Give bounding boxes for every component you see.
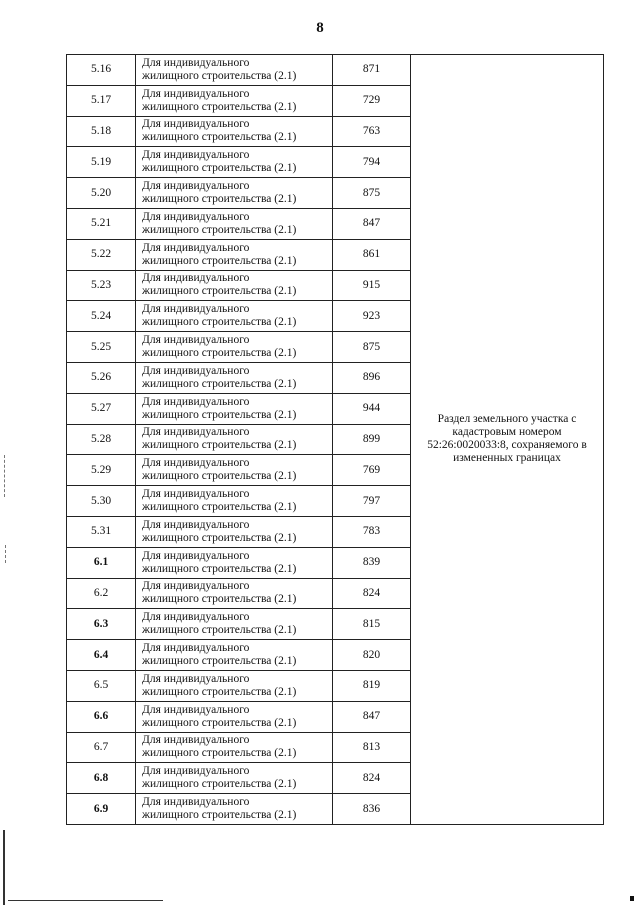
parcel-number: 5.18 bbox=[67, 116, 136, 147]
permitted-use bbox=[136, 516, 333, 547]
permitted-use-line: Для индивидуального bbox=[142, 395, 250, 408]
parcels-table-body bbox=[67, 55, 604, 825]
permitted-use-line: Для индивидуального bbox=[142, 796, 250, 809]
permitted-use-line: жилищного строительства (2.1) bbox=[142, 193, 297, 206]
permitted-use-line: жилищного строительства (2.1) bbox=[142, 809, 297, 822]
permitted-use-line: жилищного строительства (2.1) bbox=[142, 716, 297, 729]
permitted-use bbox=[136, 239, 333, 270]
parcel-area: 794 bbox=[333, 147, 411, 178]
permitted-use-line: Для индивидуального bbox=[142, 765, 250, 778]
permitted-use-line: Для индивидуального bbox=[142, 303, 250, 316]
parcel-number: 5.30 bbox=[67, 486, 136, 517]
parcel-number: 6.4 bbox=[67, 640, 136, 671]
parcel-area: 896 bbox=[333, 362, 411, 393]
permitted-use-line: жилищного строительства (2.1) bbox=[142, 285, 297, 298]
parcel-number: 5.27 bbox=[67, 393, 136, 424]
permitted-use-line: Для индивидуального bbox=[142, 241, 250, 254]
permitted-use bbox=[136, 208, 333, 239]
parcel-number: 5.17 bbox=[67, 85, 136, 116]
parcel-area: 813 bbox=[333, 732, 411, 763]
parcel-number: 5.21 bbox=[67, 208, 136, 239]
permitted-use-line: жилищного строительства (2.1) bbox=[142, 685, 297, 698]
parcel-number: 5.19 bbox=[67, 147, 136, 178]
parcel-number: 6.2 bbox=[67, 578, 136, 609]
scan-margin-mark bbox=[3, 830, 5, 905]
permitted-use-line: жилищного строительства (2.1) bbox=[142, 100, 297, 113]
parcel-area: 783 bbox=[333, 516, 411, 547]
permitted-use-line: жилищного строительства (2.1) bbox=[142, 624, 297, 637]
permitted-use-line: жилищного строительства (2.1) bbox=[142, 347, 297, 360]
permitted-use-line: Для индивидуального bbox=[142, 549, 250, 562]
parcel-area: 819 bbox=[333, 670, 411, 701]
permitted-use bbox=[136, 424, 333, 455]
permitted-use-line: жилищного строительства (2.1) bbox=[142, 254, 297, 267]
permitted-use-line: Для индивидуального bbox=[142, 488, 250, 501]
parcel-number: 6.5 bbox=[67, 670, 136, 701]
permitted-use bbox=[136, 116, 333, 147]
parcel-area: 729 bbox=[333, 85, 411, 116]
parcel-number: 6.9 bbox=[67, 794, 136, 825]
permitted-use-line: Для индивидуального bbox=[142, 457, 250, 470]
parcel-area: 923 bbox=[333, 301, 411, 332]
parcel-number: 5.28 bbox=[67, 424, 136, 455]
parcel-area: 769 bbox=[333, 455, 411, 486]
permitted-use-line: жилищного строительства (2.1) bbox=[142, 408, 297, 421]
permitted-use-line: жилищного строительства (2.1) bbox=[142, 470, 297, 483]
parcel-area: 824 bbox=[333, 578, 411, 609]
parcel-area: 944 bbox=[333, 393, 411, 424]
permitted-use bbox=[136, 270, 333, 301]
parcel-number: 5.20 bbox=[67, 178, 136, 209]
permitted-use-line: Для индивидуального bbox=[142, 703, 250, 716]
parcel-area: 847 bbox=[333, 208, 411, 239]
parcel-number: 5.25 bbox=[67, 332, 136, 363]
parcels-table bbox=[66, 54, 604, 825]
parcel-number: 5.26 bbox=[67, 362, 136, 393]
permitted-use bbox=[136, 794, 333, 825]
permitted-use-line: Для индивидуального bbox=[142, 734, 250, 747]
parcel-number: 6.6 bbox=[67, 701, 136, 732]
permitted-use-line: жилищного строительства (2.1) bbox=[142, 131, 297, 144]
permitted-use-line: Для индивидуального bbox=[142, 580, 250, 593]
permitted-use-line: жилищного строительства (2.1) bbox=[142, 377, 297, 390]
permitted-use bbox=[136, 85, 333, 116]
permitted-use-line: Для индивидуального bbox=[142, 180, 250, 193]
permitted-use-line: жилищного строительства (2.1) bbox=[142, 655, 297, 668]
permitted-use bbox=[136, 670, 333, 701]
permitted-use-line: Для индивидуального bbox=[142, 518, 250, 531]
parcel-area: 839 bbox=[333, 547, 411, 578]
permitted-use-line: Для индивидуального bbox=[142, 118, 250, 131]
permitted-use-line: Для индивидуального bbox=[142, 672, 250, 685]
parcel-number: 5.16 bbox=[67, 55, 136, 86]
permitted-use bbox=[136, 301, 333, 332]
permitted-use bbox=[136, 393, 333, 424]
permitted-use bbox=[136, 640, 333, 671]
parcel-number: 6.7 bbox=[67, 732, 136, 763]
permitted-use bbox=[136, 701, 333, 732]
permitted-use-line: Для индивидуального bbox=[142, 149, 250, 162]
parcel-area: 797 bbox=[333, 486, 411, 517]
parcel-number: 6.1 bbox=[67, 547, 136, 578]
permitted-use-line: Для индивидуального bbox=[142, 611, 250, 624]
permitted-use bbox=[136, 732, 333, 763]
parcel-number: 5.23 bbox=[67, 270, 136, 301]
parcel-number: 5.31 bbox=[67, 516, 136, 547]
note-line: кадастровым номером bbox=[452, 426, 562, 439]
parcel-number: 6.3 bbox=[67, 609, 136, 640]
parcel-area: 861 bbox=[333, 239, 411, 270]
permitted-use bbox=[136, 332, 333, 363]
permitted-use bbox=[136, 486, 333, 517]
permitted-use-line: жилищного строительства (2.1) bbox=[142, 223, 297, 236]
permitted-use bbox=[136, 147, 333, 178]
permitted-use-line: жилищного строительства (2.1) bbox=[142, 562, 297, 575]
parcel-number: 6.8 bbox=[67, 763, 136, 794]
permitted-use-line: Для индивидуального bbox=[142, 56, 250, 69]
permitted-use bbox=[136, 763, 333, 794]
permitted-use bbox=[136, 178, 333, 209]
parcel-area: 915 bbox=[333, 270, 411, 301]
permitted-use bbox=[136, 578, 333, 609]
parcel-number: 5.24 bbox=[67, 301, 136, 332]
parcel-area: 815 bbox=[333, 609, 411, 640]
permitted-use bbox=[136, 609, 333, 640]
parcel-area: 820 bbox=[333, 640, 411, 671]
parcel-area: 836 bbox=[333, 794, 411, 825]
scan-speck bbox=[630, 896, 634, 901]
permitted-use bbox=[136, 55, 333, 86]
parcel-area: 875 bbox=[333, 178, 411, 209]
parcel-area: 875 bbox=[333, 332, 411, 363]
permitted-use bbox=[136, 455, 333, 486]
permitted-use-line: жилищного строительства (2.1) bbox=[142, 747, 297, 760]
permitted-use-line: жилищного строительства (2.1) bbox=[142, 162, 297, 175]
parcel-number: 5.22 bbox=[67, 239, 136, 270]
note-line: 52:26:0020033:8, сохраняемого в bbox=[427, 439, 587, 452]
permitted-use-line: Для индивидуального bbox=[142, 364, 250, 377]
permitted-use bbox=[136, 362, 333, 393]
permitted-use-line: жилищного строительства (2.1) bbox=[142, 501, 297, 514]
permitted-use-line: жилищного строительства (2.1) bbox=[142, 439, 297, 452]
formation-method-note bbox=[411, 55, 604, 825]
permitted-use-line: жилищного строительства (2.1) bbox=[142, 69, 297, 82]
note-line: измененных границах bbox=[453, 452, 561, 465]
table-row bbox=[67, 55, 604, 86]
parcel-area: 763 bbox=[333, 116, 411, 147]
footnote-separator bbox=[8, 900, 163, 901]
parcel-number: 5.29 bbox=[67, 455, 136, 486]
scan-margin-mark bbox=[5, 545, 7, 563]
parcel-area: 824 bbox=[333, 763, 411, 794]
permitted-use-line: жилищного строительства (2.1) bbox=[142, 593, 297, 606]
permitted-use-line: Для индивидуального bbox=[142, 642, 250, 655]
note-line: Раздел земельного участка с bbox=[437, 413, 577, 426]
permitted-use-line: Для индивидуального bbox=[142, 334, 250, 347]
permitted-use-line: Для индивидуального bbox=[142, 272, 250, 285]
permitted-use-line: жилищного строительства (2.1) bbox=[142, 531, 297, 544]
permitted-use bbox=[136, 547, 333, 578]
page-number: 8 bbox=[316, 20, 324, 36]
permitted-use-line: жилищного строительства (2.1) bbox=[142, 316, 297, 329]
permitted-use-line: Для индивидуального bbox=[142, 210, 250, 223]
scan-margin-mark bbox=[4, 455, 6, 497]
parcel-area: 899 bbox=[333, 424, 411, 455]
permitted-use-line: Для индивидуального bbox=[142, 87, 250, 100]
permitted-use-line: Для индивидуального bbox=[142, 426, 250, 439]
permitted-use-line: жилищного строительства (2.1) bbox=[142, 778, 297, 791]
parcel-area: 871 bbox=[333, 55, 411, 86]
parcel-area: 847 bbox=[333, 701, 411, 732]
